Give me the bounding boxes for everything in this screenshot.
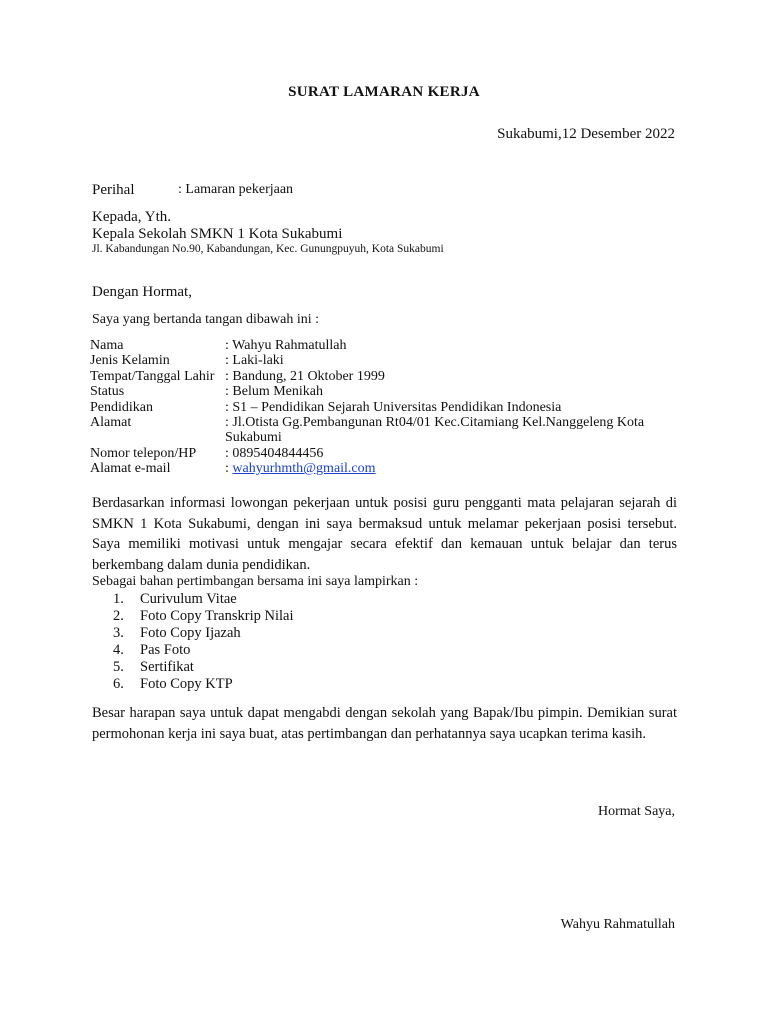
list-item [92,608,293,625]
list-text: Foto Copy KTP [140,676,233,692]
biodata-value: : Belum Menikah [225,384,323,400]
list-item [92,642,293,659]
biodata-value [225,415,680,446]
biodata-value: : Wahyu Rahmatullah [225,338,347,353]
list-number: 2. [113,608,124,624]
address-line-2: Sukabumi [225,430,282,446]
list-item [92,676,293,693]
biodata-row [90,415,680,446]
biodata-row [90,353,680,368]
closing-line: Hormat Saya, [598,804,675,819]
biodata-value: : Laki-laki [225,353,284,369]
recipient-greeting: Kepada, Yth. [92,209,171,225]
paragraph-motivation: Berdasarkan informasi lowongan pekerjaan untuk posisi guru pengganti mata pelajaran sejarah di SMKN 1 Kota Sukabumi, dengan ini saya bermaksud untuk melamar pekerjaan posisi tersebut. Saya memiliki motivasi untuk mengajar secara efektif dan kemauan untuk belajar dan terus berkembang dalam dunia pendidikan. [92,495,677,573]
recipient-address: Jl. Kabandungan No.90, Kabandungan, Kec. Gunungpuyuh, Kota Sukabumi [92,243,444,255]
biodata-row [90,338,680,353]
list-text: Curivulum Vitae [140,591,237,607]
list-text: Foto Copy Ijazah [140,625,241,641]
list-item [92,591,293,608]
date-line: Sukabumi,12 Desember 2022 [497,126,675,142]
address-line-1: : Jl.Otista Gg.Pembangunan Rt04/01 Kec.Citamiang Kel.Nanggeleng Kota [225,415,645,431]
list-text: Foto Copy Transkrip Nilai [140,608,294,624]
signer-name: Wahyu Rahmatullah [560,917,675,932]
email-label: Alamat e-mail [90,461,171,477]
list-item [92,659,293,676]
perihal-value: : Lamaran pekerjaan [178,182,294,197]
biodata-row [90,446,680,461]
biodata-value: : 0895404844456 [225,445,324,461]
biodata-label: Nomor telepon/HP [90,445,197,461]
list-item [92,625,293,642]
biodata-row [90,400,680,415]
biodata-table [90,338,680,477]
list-number: 6. [113,676,124,692]
intro-line: Saya yang bertanda tangan dibawah ini : [92,312,320,327]
biodata-row [90,461,680,476]
biodata-label: Jenis Kelamin [90,353,170,369]
biodata-value: : Bandung, 21 Oktober 1999 [225,368,385,384]
biodata-row [90,369,680,384]
list-number: 5. [113,659,124,675]
list-text: Pas Foto [140,642,191,658]
letter-title: SURAT LAMARAN KERJA [288,84,480,100]
biodata-label: Status [90,384,125,400]
biodata-row [90,384,680,399]
email-value [225,461,680,476]
email-separator: : [225,461,233,477]
biodata-label: Tempat/Tanggal Lahir [90,368,215,384]
paragraph-closing: Besar harapan saya untuk dapat mengabdi dengan sekolah yang Bapak/Ibu pimpin. Demikian surat permohonan kerja ini saya buat, atas pertimbangan dan perhatannya saya ucapkan terima kasih. [92,705,677,742]
biodata-label: Nama [90,338,124,353]
biodata-value: : S1 – Pendidikan Sejarah Universitas Pendidikan Indonesia [225,399,562,415]
list-number: 1. [113,591,124,607]
perihal-label: Perihal [92,182,135,198]
list-text: Sertifikat [140,659,194,675]
recipient-name: Kepala Sekolah SMKN 1 Kota Sukabumi [92,226,343,242]
email-link[interactable]: wahyurhmth@gmail.com [232,461,376,477]
attachments-intro: Sebagai bahan pertimbangan bersama ini saya lampirkan : [92,574,419,589]
salutation: Dengan Hormat, [92,284,192,300]
biodata-label: Alamat [90,415,132,431]
list-number: 3. [113,625,124,641]
biodata-label: Pendidikan [90,399,153,415]
attachments-list [92,591,293,693]
list-number: 4. [113,642,124,658]
